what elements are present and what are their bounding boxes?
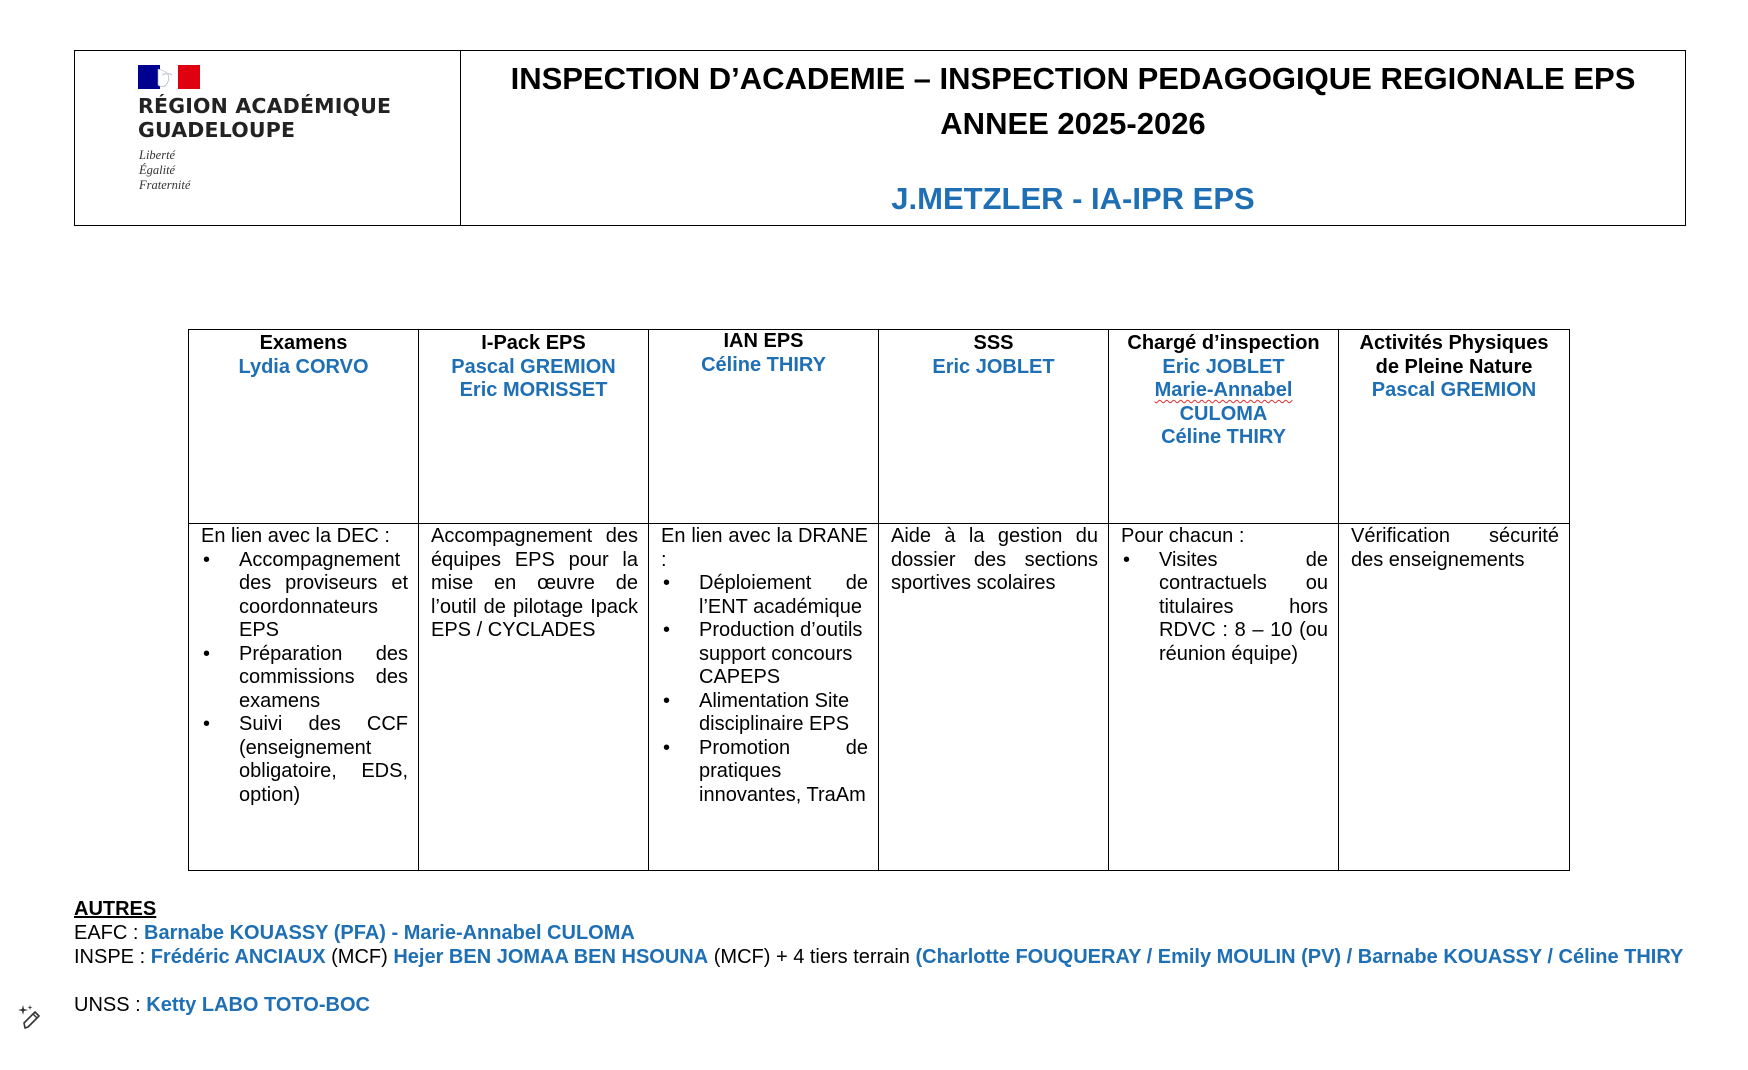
logo-name-line2: GUADELOUPE <box>138 118 296 142</box>
person-name: Pascal GREMION <box>1371 379 1537 401</box>
title-cell <box>461 51 1685 225</box>
cell-intro: En lien avec la DRANE : <box>661 525 868 571</box>
list-item: • Accompagnement des proviseurs et coordonnateurs EPS <box>239 549 408 643</box>
person-name: Marie-Annabel <box>1154 379 1293 401</box>
col-title: Examens <box>259 332 348 354</box>
page-subtitle: J.METZLER - IA-IPR EPS <box>891 181 1255 216</box>
inspe-role2: (MCF) + 4 tiers terrain <box>708 946 916 968</box>
col-title: IAN EPS <box>723 330 804 352</box>
person-name: Pascal GREMION <box>451 355 616 378</box>
page-title-line2: ANNEE 2025-2026 <box>940 106 1206 141</box>
inspe-label: INSPE : <box>74 946 151 968</box>
person-name: Céline THIRY <box>1161 426 1286 448</box>
unss-name: Ketty LABO TOTO-BOC <box>146 994 370 1016</box>
person-name: Eric JOBLET <box>1162 355 1285 378</box>
logo-motto <box>139 148 190 193</box>
person-name: Eric MORISSET <box>459 379 608 401</box>
col-header-inspection <box>1109 330 1339 524</box>
cell-examens <box>189 524 419 870</box>
task-list <box>1121 549 1328 667</box>
person-name-wrap <box>1109 379 1338 403</box>
cell-sss <box>879 524 1109 870</box>
motto-liberte: Liberté <box>139 148 176 162</box>
person-name: Eric JOBLET <box>932 355 1055 378</box>
cell-inspection <box>1109 524 1339 870</box>
inspe-name2: Hejer BEN JOMAA BEN HSOUNA <box>393 946 709 968</box>
person-name: CULOMA <box>1179 402 1268 425</box>
list-item: • Production d’outils support concours CAPEPS <box>699 619 868 690</box>
cell-ian <box>649 524 879 870</box>
col-header-examens <box>189 330 419 524</box>
list-item: • Visites de contractuels ou titulaires hors RDVC : 8 – 10 (ou réunion équipe) <box>1159 549 1328 667</box>
logo-name <box>138 94 391 142</box>
cell-intro: Pour chacun : <box>1121 525 1245 547</box>
logo-cell <box>75 51 461 225</box>
col-title-line1: Activités Physiques <box>1359 332 1549 354</box>
eafc-names: Barnabe KOUASSY (PFA) - Marie-Annabel CULOMA <box>144 922 635 944</box>
person-name: Lydia CORVO <box>238 355 369 378</box>
logo-name-line1: RÉGION ACADÉMIQUE <box>138 94 392 118</box>
sparkle-pen-icon[interactable] <box>16 1002 46 1032</box>
col-title: I-Pack EPS <box>481 332 586 354</box>
header-box <box>74 50 1686 226</box>
marianne-flag-icon <box>138 65 200 89</box>
cell-text: Vérification sécurité des enseignements <box>1351 525 1559 571</box>
cell-text: Accompagnement des équipes EPS pour la mise en œuvre de l’outil de pilotage Ipack EPS / CYCLADES <box>431 525 638 641</box>
unss-line <box>74 993 1714 1017</box>
cell-intro: En lien avec la DEC : <box>201 525 390 547</box>
col-header-ian <box>649 330 879 524</box>
col-title: Chargé d’inspection <box>1127 332 1320 354</box>
col-header-appn <box>1339 330 1569 524</box>
inspe-line <box>74 945 1714 969</box>
cell-ipack <box>419 524 649 870</box>
motto-fraternite: Fraternité <box>139 178 191 192</box>
inspe-name1: Frédéric ANCIAUX <box>150 946 326 968</box>
eafc-line <box>74 921 1714 945</box>
list-item: • Suivi des CCF (enseignement obligatoire, EDS, option) <box>239 713 408 807</box>
spacer <box>74 969 1714 993</box>
cell-text: Aide à la gestion du dossier des sections sportives scolaires <box>891 525 1098 594</box>
col-header-ipack <box>419 330 649 524</box>
list-item: • Préparation des commissions des examens <box>239 643 408 714</box>
responsibilities-table <box>188 329 1570 871</box>
motto-egalite: Égalité <box>139 163 176 177</box>
page-title-line1: INSPECTION D’ACADEMIE – INSPECTION PEDAGOGIQUE REGIONALE EPS <box>510 61 1636 96</box>
col-title: SSS <box>973 332 1014 354</box>
task-list <box>661 572 868 807</box>
col-title-line2: de Pleine Nature <box>1375 355 1533 378</box>
inspe-names3: (Charlotte FOUQUERAY / Emily MOULIN (PV) / Barnabe KOUASSY / Céline THIRY <box>915 946 1684 968</box>
cell-appn <box>1339 524 1569 870</box>
inspe-role1: (MCF) <box>325 946 394 968</box>
list-item: • Déploiement de l’ENT académique <box>699 572 868 619</box>
task-list <box>201 549 408 808</box>
person-name: Céline THIRY <box>701 353 826 376</box>
eafc-label: EAFC : <box>74 922 145 944</box>
list-item: • Promotion de pratiques innovantes, TraAm <box>699 737 868 808</box>
others-section <box>74 897 1714 1017</box>
others-heading: AUTRES <box>74 898 157 920</box>
unss-label: UNSS : <box>74 994 147 1016</box>
list-item: • Alimentation Site disciplinaire EPS <box>699 690 868 737</box>
col-header-sss <box>879 330 1109 524</box>
